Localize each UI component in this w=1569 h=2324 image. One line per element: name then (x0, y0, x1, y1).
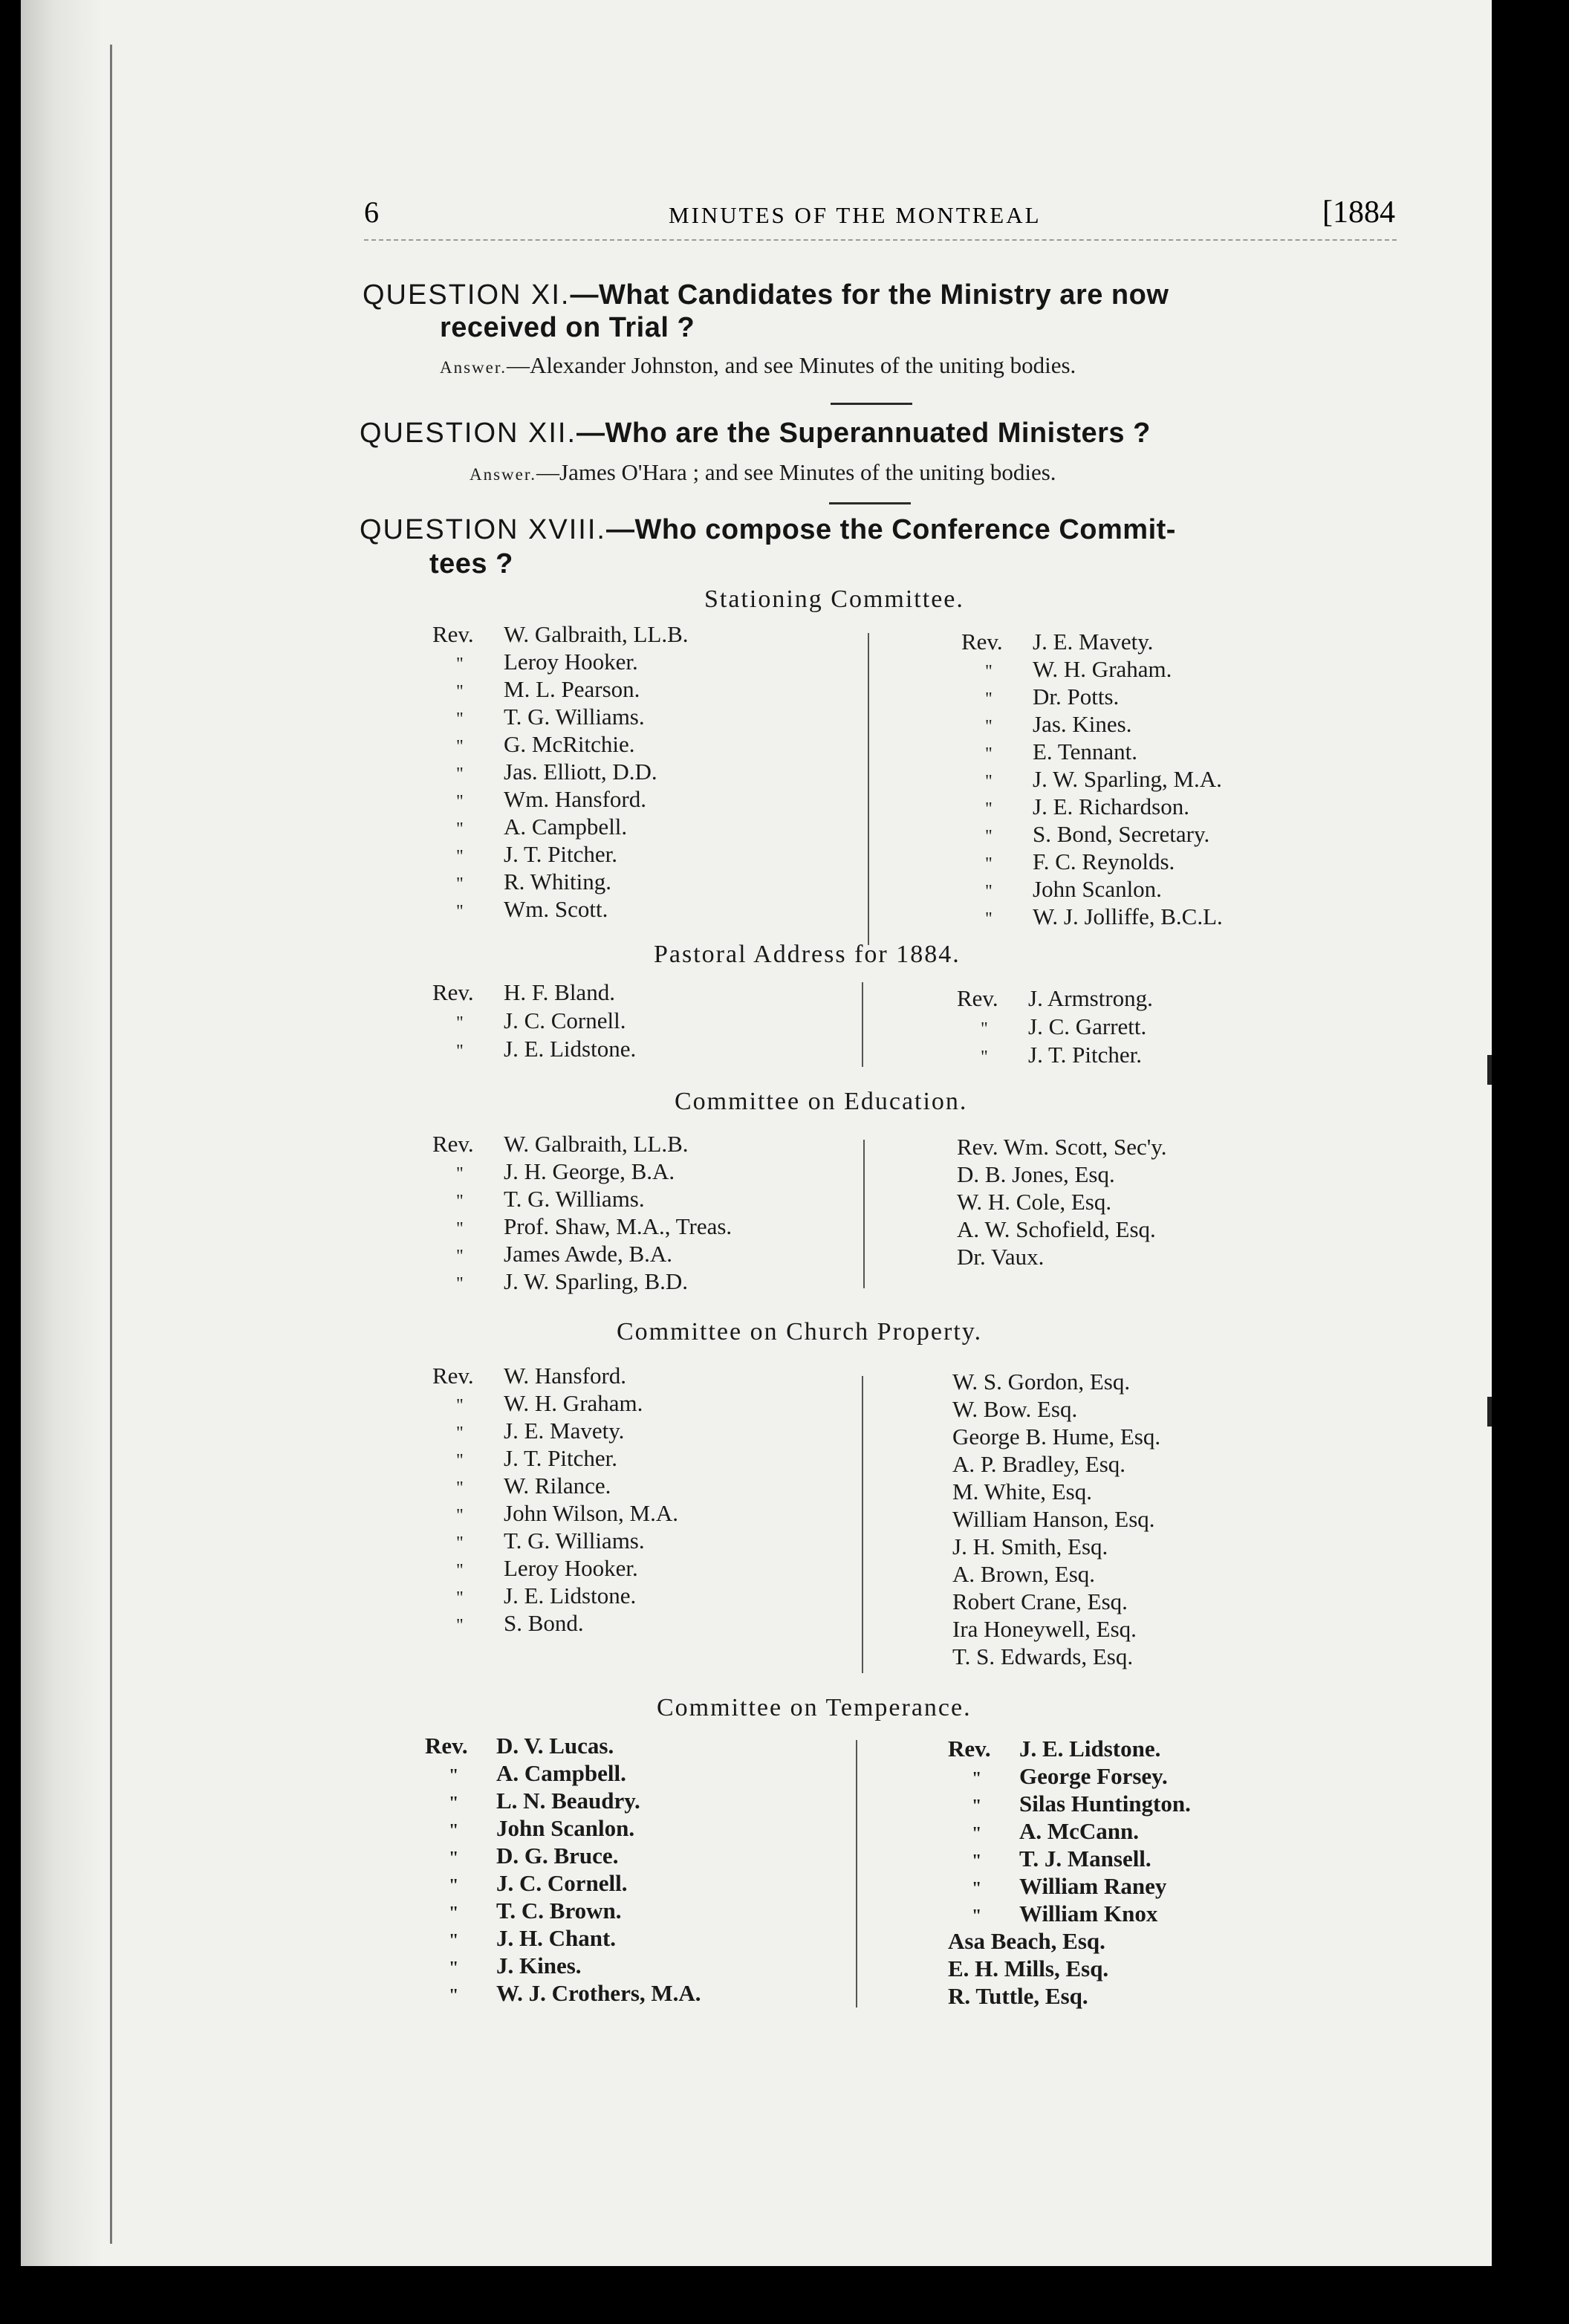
member-name: Prof. Shaw, M.A., Treas. (504, 1213, 732, 1239)
ditto-mark: " (449, 1821, 459, 1840)
temperance-committee-title: Committee on Temperance. (657, 1694, 972, 1721)
edge-mark (1487, 1055, 1492, 1085)
member-name: Dr. Potts. (1033, 684, 1120, 710)
member-name: Jas. Elliott, D.D. (504, 759, 657, 785)
ditto-mark: " (456, 682, 464, 701)
member-name: J. E. Lidstone. (504, 1036, 637, 1062)
member-name: R. Tuttle, Esq. (948, 1983, 1088, 2009)
member-name: T. G. Williams. (504, 1186, 645, 1212)
member-name: J. H. Chant. (496, 1925, 617, 1951)
ditto-mark: " (972, 1769, 982, 1788)
member-name: Leroy Hooker. (504, 649, 638, 675)
member-name: J. E. Lidstone. (504, 1583, 637, 1609)
column-divider (856, 1740, 857, 2007)
member-row (961, 711, 1131, 738)
member-name: J. T. Pitcher. (504, 841, 617, 867)
ditto-mark: " (456, 1451, 464, 1470)
member-name: J. C. Garrett. (1028, 1013, 1147, 1039)
member-row (425, 1898, 622, 1924)
ditto-mark: " (972, 1906, 982, 1926)
answer-label: Answer. (440, 358, 507, 377)
ditto-mark: " (985, 854, 993, 874)
member-row (957, 1161, 1115, 1188)
ditto-mark: " (456, 1533, 464, 1553)
ditto-mark: " (456, 819, 464, 839)
member-row (952, 1424, 1160, 1450)
ditto-mark: " (449, 1794, 459, 1813)
member-name: M. L. Pearson. (504, 676, 640, 702)
ditto-mark: " (456, 1247, 464, 1266)
member-row (425, 1843, 618, 1869)
member-row (432, 1186, 645, 1213)
member-name: T. C. Brown. (496, 1898, 622, 1924)
member-row (432, 649, 638, 675)
ditto-mark: " (456, 1164, 464, 1184)
question-11-answer (440, 352, 1076, 379)
ditto-mark: " (456, 710, 464, 729)
page-fold-line (110, 45, 112, 2244)
section-rule (829, 502, 911, 504)
rev-prefix: Rev. (425, 1733, 468, 1759)
ditto-mark: " (456, 1616, 464, 1635)
member-name: J. E. Mavety. (1033, 629, 1154, 655)
member-row (957, 1042, 1142, 1068)
ditto-mark: " (456, 847, 464, 866)
member-name: W. J. Crothers, M.A. (496, 1980, 701, 2006)
member-row (432, 1268, 688, 1295)
member-name: Wm. Hansford. (504, 786, 646, 812)
ditto-mark: " (456, 655, 464, 674)
member-row (432, 979, 615, 1006)
member-row (425, 1733, 614, 1759)
member-row (432, 704, 645, 730)
running-head-year: [1884 (1322, 195, 1395, 230)
member-row (961, 684, 1119, 710)
member-name: J. W. Sparling, M.A. (1033, 766, 1222, 792)
ditto-mark: " (456, 737, 464, 756)
question-11-line-2: received on Trial ? (440, 312, 695, 343)
member-row (952, 1616, 1137, 1643)
member-row (425, 1925, 616, 1952)
member-row (961, 903, 1223, 930)
member-row (425, 1953, 582, 1979)
ditto-mark: " (449, 1958, 459, 1978)
ditto-mark: " (449, 1766, 459, 1785)
question-12-number: QUESTION XII. (360, 418, 577, 449)
member-row (432, 1158, 675, 1185)
running-head (364, 195, 1397, 241)
member-name: A. W. Schofield, Esq. (957, 1216, 1156, 1242)
ditto-mark: " (985, 744, 993, 764)
member-row (952, 1588, 1128, 1615)
member-row (952, 1479, 1092, 1505)
member-row (432, 1241, 672, 1268)
member-name: D. V. Lucas. (496, 1733, 614, 1759)
member-row (961, 876, 1162, 903)
member-name: H. F. Bland. (504, 979, 615, 1005)
member-name: John Scanlon. (496, 1815, 635, 1841)
member-name: Jas. Kines. (1033, 711, 1132, 737)
ditto-mark: " (456, 902, 464, 921)
member-row (952, 1506, 1155, 1533)
member-row (432, 1131, 689, 1158)
member-row (432, 1555, 638, 1582)
member-row (957, 1216, 1156, 1243)
member-name: T. S. Edwards, Esq. (952, 1643, 1134, 1669)
member-name: R. Whiting. (504, 869, 611, 895)
member-row (948, 1873, 1166, 1900)
member-row (952, 1369, 1130, 1395)
ditto-mark: " (456, 1219, 464, 1239)
member-row (948, 1763, 1168, 1790)
member-row (948, 1983, 1088, 2010)
page-number: 6 (364, 195, 379, 229)
member-name: Ira Honeywell, Esq. (952, 1616, 1137, 1642)
question-18-number: QUESTION XVIII. (360, 514, 606, 545)
member-name: W. H. Cole, Esq. (957, 1189, 1112, 1215)
ditto-mark: " (456, 1274, 464, 1294)
member-name: D. G. Bruce. (496, 1843, 619, 1869)
member-name: T. G. Williams. (504, 1528, 645, 1554)
ditto-mark: " (985, 909, 993, 929)
ditto-mark: " (456, 1013, 464, 1033)
ditto-mark: " (972, 1879, 982, 1898)
question-12-text: —Who are the Superannuated Ministers ? (576, 418, 1151, 449)
rev-prefix: Rev. (432, 979, 474, 1005)
column-divider (863, 1140, 865, 1288)
member-name: W. Galbraith, LL.B. (504, 1131, 689, 1157)
member-name: J. E. Richardson. (1033, 793, 1189, 819)
member-row (432, 1390, 643, 1417)
member-name: J. Kines. (496, 1953, 582, 1979)
member-name: Silas Huntington. (1019, 1791, 1191, 1817)
member-row (432, 1610, 584, 1637)
member-name: T. G. Williams. (504, 704, 645, 730)
member-name: S. Bond, Secretary. (1033, 821, 1210, 847)
member-name: James Awde, B.A. (504, 1241, 673, 1267)
ditto-mark: " (985, 772, 993, 791)
member-name: T. J. Mansell. (1019, 1846, 1151, 1872)
member-name: A. McCann. (1019, 1818, 1140, 1844)
member-row (432, 759, 657, 785)
question-18-line-2: tees ? (429, 548, 513, 580)
member-name: Leroy Hooker. (504, 1555, 638, 1581)
member-name: Robert Crane, Esq. (952, 1588, 1128, 1614)
member-row (432, 814, 627, 840)
rev-prefix: Rev. (957, 985, 998, 1011)
rev-prefix: Rev. (961, 629, 1003, 655)
ditto-mark: " (985, 689, 993, 709)
member-name: D. B. Jones, Esq. (957, 1161, 1115, 1187)
member-row (948, 1846, 1151, 1872)
member-name: F. C. Reynolds. (1033, 848, 1175, 874)
member-name: Rev. Wm. Scott, Sec'y. (957, 1134, 1167, 1160)
member-row (425, 1788, 640, 1814)
question-18-text: —Who compose the Conference Commit- (605, 514, 1176, 545)
edge-mark (1487, 1397, 1492, 1426)
question-18-line-1 (360, 514, 1176, 546)
rev-prefix: Rev. (432, 621, 474, 647)
member-row (948, 1791, 1191, 1817)
running-head-title: MINUTES OF THE MONTREAL (669, 202, 1042, 228)
education-committee-title: Committee on Education. (675, 1088, 968, 1115)
question-12-line-1 (360, 418, 1151, 449)
member-name: William Knox (1019, 1901, 1158, 1927)
member-row (432, 1500, 678, 1527)
member-row (425, 1815, 634, 1842)
ditto-mark: " (449, 1849, 459, 1868)
member-row (432, 841, 617, 868)
column-divider (862, 982, 863, 1067)
ditto-mark: " (456, 1396, 464, 1415)
member-row (432, 1363, 626, 1389)
member-row (948, 1928, 1105, 1955)
member-row (952, 1643, 1133, 1670)
member-name: J. H. George, B.A. (504, 1158, 675, 1184)
ditto-mark: " (449, 1931, 459, 1950)
member-row (957, 1134, 1167, 1161)
member-row (432, 1418, 624, 1444)
question-11-number: QUESTION XI. (363, 279, 571, 311)
ditto-mark: " (985, 799, 993, 819)
member-row (432, 896, 608, 923)
ditto-mark: " (456, 874, 464, 894)
member-name: J. E. Lidstone. (1019, 1736, 1161, 1762)
member-name: John Scanlon. (1033, 876, 1162, 902)
ditto-mark: " (985, 717, 993, 736)
member-name: W. H. Graham. (1033, 656, 1172, 682)
member-row (952, 1396, 1077, 1423)
scanned-page (21, 0, 1517, 2266)
member-row (961, 766, 1222, 793)
member-row (961, 739, 1137, 765)
member-name: W. J. Jolliffe, B.C.L. (1033, 903, 1223, 929)
section-rule (831, 403, 912, 405)
ditto-mark: " (456, 792, 464, 811)
member-name: Dr. Vaux. (957, 1244, 1045, 1270)
member-row (961, 793, 1189, 820)
ditto-mark: " (456, 1506, 464, 1525)
member-name: W. S. Gordon, Esq. (952, 1369, 1131, 1395)
ditto-mark: " (456, 1424, 464, 1443)
member-name: S. Bond. (504, 1610, 584, 1636)
ditto-mark: " (456, 1042, 464, 1061)
member-name: W. H. Graham. (504, 1390, 643, 1416)
member-name: L. N. Beaudry. (496, 1788, 640, 1814)
member-row (961, 656, 1172, 683)
member-name: M. White, Esq. (952, 1479, 1092, 1505)
member-row (948, 1955, 1108, 1982)
member-name: J. T. Pitcher. (504, 1445, 617, 1471)
member-name: W. Bow. Esq. (952, 1396, 1078, 1422)
member-name: W. Hansford. (504, 1363, 627, 1389)
member-row (957, 985, 1153, 1012)
ditto-mark: " (449, 1986, 459, 2005)
member-row (948, 1901, 1157, 1927)
member-name: E. Tennant. (1033, 739, 1138, 765)
member-row (432, 1007, 626, 1034)
member-name: E. H. Mills, Esq. (948, 1955, 1109, 1981)
member-name: George Forsey. (1019, 1763, 1168, 1789)
page-right-edge (1492, 0, 1517, 2266)
rev-prefix: Rev. (432, 1131, 474, 1157)
member-row (961, 848, 1175, 875)
page-binding-shadow (21, 0, 103, 2266)
member-row (432, 676, 640, 703)
member-name: William Raney (1019, 1873, 1167, 1899)
question-11-text: —What Candidates for the Ministry are now (570, 279, 1169, 311)
ditto-mark: " (456, 1588, 464, 1608)
member-row (957, 1244, 1044, 1270)
member-row (952, 1533, 1108, 1560)
member-row (432, 1445, 617, 1472)
member-row (425, 1760, 626, 1787)
ditto-mark: " (972, 1851, 982, 1871)
ditto-mark: " (456, 1192, 464, 1211)
ditto-mark: " (456, 765, 464, 784)
ditto-mark: " (981, 1019, 988, 1039)
member-row (948, 1736, 1160, 1762)
member-row (432, 1213, 732, 1240)
answer-text: —Alexander Johnston, and see Minutes of the uniting bodies. (507, 352, 1076, 378)
member-row (432, 621, 689, 648)
member-name: Wm. Scott. (504, 896, 608, 922)
member-row (432, 731, 635, 758)
ditto-mark: " (985, 662, 993, 681)
member-name: J. H. Smith, Esq. (952, 1533, 1108, 1559)
ditto-mark: " (456, 1561, 464, 1580)
member-row (432, 786, 646, 813)
member-name: A. Campbell. (504, 814, 628, 840)
member-name: John Wilson, M.A. (504, 1500, 679, 1526)
member-name: William Hanson, Esq. (952, 1506, 1155, 1532)
ditto-mark: " (981, 1048, 988, 1067)
member-name: J. T. Pitcher. (1028, 1042, 1142, 1068)
member-row (957, 1013, 1146, 1040)
member-name: A. P. Bradley, Esq. (952, 1451, 1126, 1477)
member-row (432, 1036, 636, 1062)
member-row (432, 1473, 611, 1499)
member-name: A. Campbell. (496, 1760, 626, 1786)
member-row (432, 1528, 645, 1554)
member-name: J. Armstrong. (1028, 985, 1153, 1011)
rev-prefix: Rev. (948, 1736, 991, 1762)
stationing-committee-title: Stationing Committee. (704, 585, 964, 613)
ditto-mark: " (985, 882, 993, 901)
member-name: Asa Beach, Esq. (948, 1928, 1105, 1954)
member-name: J. W. Sparling, B.D. (504, 1268, 689, 1294)
member-row (961, 821, 1209, 848)
member-name: A. Brown, Esq. (952, 1561, 1096, 1587)
member-row (425, 1870, 628, 1897)
member-name: George B. Hume, Esq. (952, 1424, 1161, 1450)
column-divider (862, 1376, 863, 1673)
member-row (957, 1189, 1111, 1215)
member-row (432, 1583, 636, 1609)
rev-prefix: Rev. (432, 1363, 474, 1389)
member-row (952, 1451, 1125, 1478)
church-property-committee-title: Committee on Church Property. (617, 1318, 983, 1346)
member-row (425, 1980, 701, 2007)
member-name: J. E. Mavety. (504, 1418, 625, 1444)
member-row (952, 1561, 1095, 1588)
ditto-mark: " (972, 1796, 982, 1816)
member-name: W. Galbraith, LL.B. (504, 621, 689, 647)
member-row (948, 1818, 1139, 1845)
answer-text: —James O'Hara ; and see Minutes of the uniting bodies. (536, 459, 1056, 485)
member-name: G. McRitchie. (504, 731, 635, 757)
question-11-line-1 (363, 279, 1169, 311)
column-divider (868, 633, 869, 945)
ditto-mark: " (449, 1903, 459, 1923)
ditto-mark: " (972, 1824, 982, 1843)
member-name: J. C. Cornell. (504, 1007, 626, 1033)
member-name: W. Rilance. (504, 1473, 611, 1499)
question-12-answer (470, 459, 1056, 486)
pastoral-address-title: Pastoral Address for 1884. (654, 941, 961, 968)
member-name: J. C. Cornell. (496, 1870, 628, 1896)
ditto-mark: " (985, 827, 993, 846)
member-row (432, 869, 611, 895)
ditto-mark: " (456, 1479, 464, 1498)
answer-label: Answer. (470, 465, 537, 484)
member-row (961, 629, 1153, 655)
ditto-mark: " (449, 1876, 459, 1895)
